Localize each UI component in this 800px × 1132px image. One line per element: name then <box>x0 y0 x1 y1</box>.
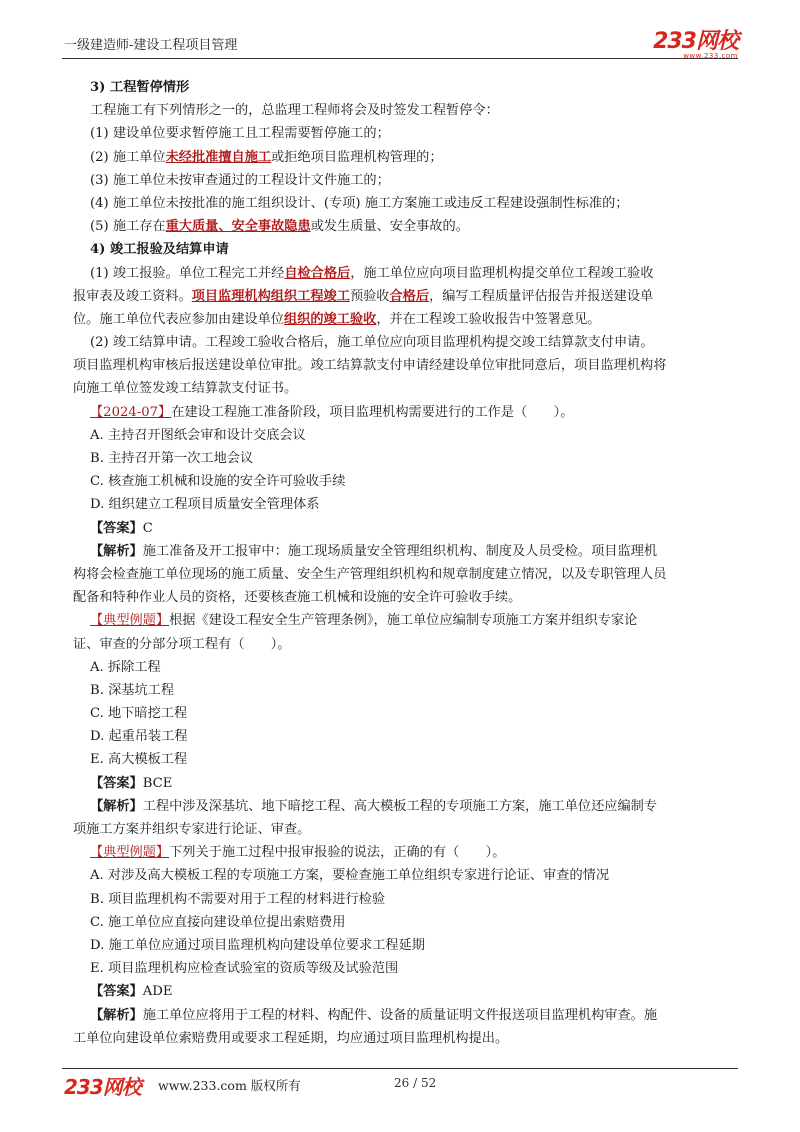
answer-option: E. 高大模板工程 <box>90 752 188 768</box>
text-span: (2) 施工单位 <box>90 149 166 165</box>
footer-divider <box>62 1068 738 1069</box>
text-span: ，并在工程竣工验收报告中签署意见。 <box>376 311 601 327</box>
list-item <box>87 146 747 169</box>
answer-value: ADE <box>142 984 173 1000</box>
text-span: 或拒绝项目监理机构管理的； <box>271 149 443 165</box>
answer-option: C. 地下暗挖工程 <box>90 706 188 722</box>
paragraph-line: 工程施工有下列情形之一的，总监理工程师将会及时签发工程暂停令： <box>90 103 499 119</box>
text-span: 下列关于施工过程中报审报验的说法，正确的有（ ）。 <box>169 845 506 861</box>
document-title: 一级建造师-建设工程项目管理 <box>64 38 238 53</box>
text-span: 施工单位应将用于工程的材料、构配件、设备的质量证明文件报送项目监理机构审查。施 <box>142 1007 658 1023</box>
answer-option: E. 项目监理机构应检查试验室的资质等级及试验范围 <box>90 961 399 977</box>
explanation-line <box>87 1004 747 1027</box>
answer-option: B. 深基坑工程 <box>90 682 175 698</box>
text-span: (1) 竣工报验。单位工程完工并经 <box>90 265 285 281</box>
paragraph-line: 配备和特种作业人员的资格，还要核查施工机械和设施的安全许可验收手续。 <box>73 590 522 606</box>
text-span: 预验收 <box>349 288 390 304</box>
question-tag: 【典型例题】 <box>90 845 170 861</box>
highlight-text: 自检合格后 <box>284 265 351 281</box>
answer-line <box>87 980 747 1003</box>
text-span: 在建设工程施工准备阶段，项目监理机构需要进行的工作是（ ）。 <box>171 404 574 420</box>
answer-value: C <box>142 520 153 536</box>
paragraph-line: (2) 竣工结算申请。工程竣工验收合格后，施工单位应向项目监理机构提交竣工结算款支付申请。 <box>90 335 654 351</box>
paragraph-line <box>73 308 747 331</box>
answer-option: B. 项目监理机构不需要对用于工程的材料进行检验 <box>90 891 386 907</box>
answer-label: 【答案】 <box>90 775 143 791</box>
answer-option: B. 主持召开第一次工地会议 <box>90 451 254 466</box>
answer-label: 【答案】 <box>90 984 143 1000</box>
highlight-text: 未经批准擅自施工 <box>165 149 272 165</box>
section-heading: 4) 竣工报验及结算申请 <box>90 242 229 258</box>
text-span: 或发生质量、安全事故的。 <box>310 219 469 235</box>
brand-logo <box>653 24 738 60</box>
answer-value: BCE <box>142 775 173 791</box>
highlight-text: 重大质量、安全事故隐患 <box>165 219 311 235</box>
text-span: 工程中涉及深基坑、地下暗挖工程、高大模板工程的专项施工方案，施工单位还应编制专 <box>142 798 658 814</box>
answer-option: D. 组织建立工程项目质量安全管理体系 <box>90 497 320 513</box>
paragraph-line: 项目监理机构审核后报送建设单位审批。竣工结算款支付申请经建设单位审批同意后，项目监理机构将 <box>73 358 667 374</box>
question-tag: 【2024-07】 <box>90 404 172 420</box>
answer-option: D. 起重吊装工程 <box>90 729 188 745</box>
answer-label: 【答案】 <box>90 520 143 536</box>
page-footer <box>62 1071 738 1101</box>
answer-option: C. 核查施工机械和设施的安全许可验收手续 <box>90 474 346 490</box>
text-span: ，编写工程质量评估报告并报送建设单 <box>429 288 654 304</box>
page-number: 26 / 52 <box>394 1076 437 1090</box>
answer-option: A. 拆除工程 <box>90 659 161 675</box>
answer-option: A. 主持召开图纸会审和设计交底会议 <box>90 427 306 443</box>
page-header <box>62 22 738 58</box>
explanation-label: 【解析】 <box>90 1007 143 1023</box>
answer-option: D. 施工单位应通过项目监理机构向建设单位要求工程延期 <box>90 937 425 953</box>
question-stem <box>87 609 747 632</box>
explanation-line <box>87 795 747 818</box>
explanation-label: 【解析】 <box>90 798 143 814</box>
highlight-text: 组织的竣工验收 <box>284 311 377 327</box>
logo-text: 233网校 <box>653 29 738 54</box>
question-stem <box>87 401 747 424</box>
question-tag: 【典型例题】 <box>90 613 170 629</box>
paragraph-line: 证、审查的分部分项工程有（ ）。 <box>73 636 291 652</box>
logo-url: www.233.com <box>683 52 738 60</box>
question-stem <box>87 841 747 864</box>
text-span: 报审表及竣工资料。 <box>73 288 192 304</box>
text-span: 施工准备及开工报审中：施工现场质量安全管理组织机构、制度及人员受检。项目监理机 <box>142 543 658 559</box>
answer-line <box>87 772 747 795</box>
paragraph-line <box>73 285 747 308</box>
paragraph-line: 构将会检查施工单位现场的施工质量、安全生产管理组织机构和规章制度建立情况，以及专职管理人员 <box>73 566 667 582</box>
list-item: (3) 施工单位未按审查通过的工程设计文件施工的； <box>90 172 390 188</box>
explanation-line <box>87 540 747 563</box>
highlight-text: 合格后 <box>389 288 430 304</box>
text-span: 根据《建设工程安全生产管理条例》，施工单位应编制专项施工方案并组织专家论 <box>169 613 638 629</box>
header-divider <box>62 58 738 59</box>
text-span: 位。施工单位代表应参加由建设单位 <box>73 311 284 327</box>
answer-option: A. 对涉及高大模板工程的专项施工方案，要检查施工单位组织专家进行论证、审查的情况 <box>90 868 610 884</box>
paragraph-line: 工单位向建设单位索赔费用或要求工程延期，均应通过项目监理机构提出。 <box>73 1030 509 1046</box>
list-item: (4) 施工单位未按批准的施工组织设计、(专项) 施工方案施工或违反工程建设强制性标准的； <box>90 195 629 211</box>
list-item: (1) 建设单位要求暂停施工且工程需要暂停施工的； <box>90 126 390 142</box>
answer-line <box>87 517 747 540</box>
copyright-text: www.233.com 版权所有 <box>158 1078 301 1093</box>
document-body <box>73 76 747 1050</box>
answer-option: C. 施工单位应直接向建设单位提出索赔费用 <box>90 914 346 930</box>
paragraph-line <box>87 262 747 285</box>
section-heading: 3) 工程暂停情形 <box>90 80 190 95</box>
explanation-label: 【解析】 <box>90 543 143 559</box>
paragraph-line: 向施工单位签发竣工结算款支付证书。 <box>73 381 298 397</box>
list-item <box>87 215 747 238</box>
text-span: ，施工单位应向项目监理机构提交单位工程竣工验收 <box>350 265 654 281</box>
highlight-text: 项目监理机构组织工程竣工 <box>191 288 350 304</box>
text-span: (5) 施工存在 <box>90 219 166 235</box>
footer-logo: 233网校 <box>64 1075 141 1099</box>
paragraph-line: 项施工方案并组织专家进行论证、审查。 <box>73 822 311 837</box>
